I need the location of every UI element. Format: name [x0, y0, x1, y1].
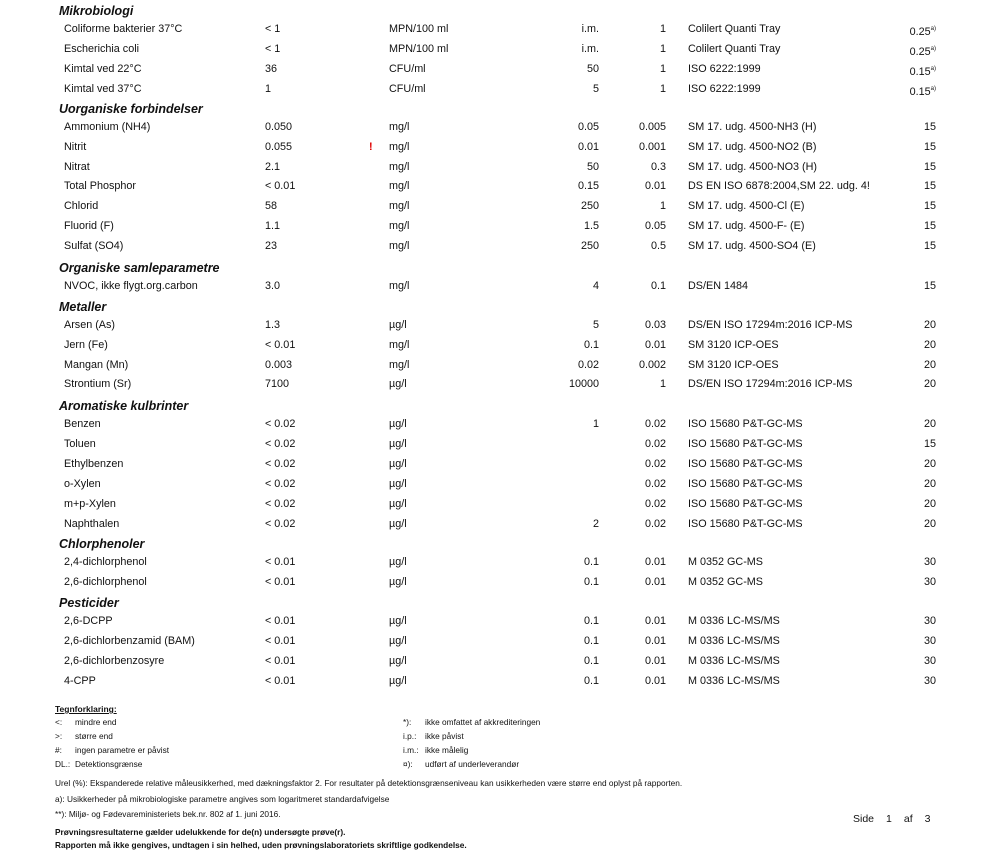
cell-det: 0.001: [638, 141, 666, 153]
cell-result: 2.1: [265, 161, 281, 173]
cell-result: < 1: [265, 23, 281, 35]
table-row: [0, 338, 984, 352]
cell-method: M 0336 LC-MS/MS: [688, 655, 780, 667]
cell-limit: 0.15: [577, 180, 599, 192]
cell-result: < 0.02: [265, 498, 296, 510]
cell-limit: 0.1: [583, 339, 599, 351]
page-number: [853, 813, 930, 825]
cell-det: 0.02: [644, 498, 666, 510]
cell-method: DS/EN 1484: [688, 280, 749, 292]
cell-name: 4-CPP: [64, 675, 96, 687]
cell-name: Escherichia coli: [64, 43, 140, 55]
cell-result: 23: [265, 240, 278, 252]
cell-limit: 0.1: [583, 675, 599, 687]
table-row: [0, 377, 984, 391]
cell-limit: i.m.: [581, 23, 599, 35]
cell-method: M 0336 LC-MS/MS: [688, 615, 780, 627]
cell-name: Jern (Fe): [64, 339, 108, 351]
cell-limit: 5: [592, 83, 599, 95]
table-row: [0, 555, 984, 569]
cell-urel: [910, 82, 936, 99]
cell-det: 0.002: [638, 359, 666, 371]
legend-symbol: i.p.:: [403, 731, 417, 741]
cell-unit: µg/l: [389, 378, 407, 390]
cell-result: < 0.01: [265, 339, 296, 351]
cell-method: ISO 6222:1999: [688, 83, 761, 95]
cell-method: M 0352 GC-MS: [688, 556, 763, 568]
table-row: [0, 634, 984, 648]
cell-unit: µg/l: [389, 635, 407, 647]
cell-result: < 0.01: [265, 576, 296, 588]
legend-symbol: ¤):: [403, 759, 413, 769]
cell-method: SM 17. udg. 4500-SO4 (E): [688, 240, 816, 252]
legend-symbol: i.m.:: [403, 745, 419, 755]
cell-urel-value: 20: [923, 498, 936, 510]
cell-name: o-Xylen: [64, 478, 101, 490]
legend-symbol: *):: [403, 717, 412, 727]
cell-method: M 0336 LC-MS/MS: [688, 675, 780, 687]
cell-method: DS EN ISO 6878:2004,SM 22. udg. 4!: [688, 180, 870, 192]
cell-name: 2,4-dichlorphenol: [64, 556, 147, 568]
cell-det: 0.02: [644, 518, 666, 530]
table-row: [0, 160, 984, 174]
legend-symbol: <:: [55, 717, 63, 727]
cell-det: 1: [659, 378, 666, 390]
cell-unit: MPN/100 ml: [389, 23, 449, 35]
section-title: Organiske samleparametre: [59, 261, 220, 275]
table-row: [0, 219, 984, 233]
cell-det: 0.005: [638, 121, 666, 133]
page-current: 1: [886, 813, 892, 825]
section-title: Aromatiske kulbrinter: [59, 399, 189, 413]
cell-unit: mg/l: [389, 200, 410, 212]
cell-det: 0.02: [644, 438, 666, 450]
cell-urel-value: 15: [923, 141, 936, 153]
cell-unit: mg/l: [389, 339, 410, 351]
cell-det: 0.01: [644, 635, 666, 647]
cell-limit: 0.01: [577, 141, 599, 153]
cell-det: 1: [659, 200, 666, 212]
cell-det: 0.02: [644, 458, 666, 470]
cell-urel-value: 20: [923, 359, 936, 371]
cell-unit: µg/l: [389, 615, 407, 627]
cell-name: Toluen: [64, 438, 96, 450]
cell-result: 58: [265, 200, 278, 212]
cell-method: ISO 15680 P&T-GC-MS: [688, 478, 803, 490]
cell-urel-value: 30: [923, 576, 936, 588]
cell-urel-value: 30: [923, 615, 936, 627]
cell-urel: [910, 62, 936, 79]
legend-text: ikke påvist: [425, 731, 464, 741]
cell-det: 0.01: [644, 655, 666, 667]
cell-urel: [924, 160, 936, 174]
cell-name: Fluorid (F): [64, 220, 114, 232]
cell-name: Coliforme bakterier 37°C: [64, 23, 183, 35]
cell-limit: 2: [592, 518, 599, 530]
table-row: [0, 279, 984, 293]
cell-name: Total Phosphor: [64, 180, 137, 192]
table-row: [0, 517, 984, 531]
cell-urel: [924, 555, 936, 569]
cell-method: SM 17. udg. 4500-NH3 (H): [688, 121, 817, 133]
legend-text: mindre end: [75, 717, 117, 727]
legend-symbol: >:: [55, 731, 63, 741]
legend-note-micro: a): Usikkerheder på mikrobiologiske parametre angives som logaritmeret standardafvigelse: [55, 794, 390, 804]
cell-unit: mg/l: [389, 359, 410, 371]
cell-urel-footnote: a): [930, 26, 936, 32]
legend-note-regulation: **): Miljø- og Fødevareministeriets bek.nr. 802 af 1. juni 2016.: [55, 809, 281, 819]
cell-det: 1: [659, 23, 666, 35]
cell-name: m+p-Xylen: [64, 498, 116, 510]
legend-text: ingen parametre er påvist: [75, 745, 170, 755]
cell-limit: 0.05: [577, 121, 599, 133]
cell-det: 0.3: [650, 161, 666, 173]
legend-text: Detektionsgrænse: [75, 759, 143, 769]
cell-result: < 0.02: [265, 518, 296, 530]
cell-result: < 0.02: [265, 438, 296, 450]
cell-urel-value: 15: [923, 438, 936, 450]
cell-urel-value: 0.15: [909, 86, 931, 98]
cell-limit: 250: [580, 200, 599, 212]
cell-urel: [924, 279, 936, 293]
cell-name: NVOC, ikke flygt.org.carbon: [64, 280, 198, 292]
cell-unit: mg/l: [389, 220, 410, 232]
cell-name: Mangan (Mn): [64, 359, 129, 371]
cell-result: < 0.01: [265, 180, 296, 192]
cell-unit: µg/l: [389, 675, 407, 687]
cell-limit: 5: [592, 319, 599, 331]
cell-result: 0.003: [265, 359, 293, 371]
cell-result: < 0.02: [265, 418, 296, 430]
table-row: [0, 179, 984, 193]
cell-result: < 0.01: [265, 655, 296, 667]
cell-urel: [924, 417, 936, 431]
cell-urel: [924, 358, 936, 372]
section-title: Mikrobiologi: [59, 4, 134, 18]
cell-result: < 0.01: [265, 556, 296, 568]
cell-result: < 0.01: [265, 635, 296, 647]
cell-urel-value: 20: [923, 458, 936, 470]
cell-det: 1: [659, 83, 666, 95]
table-row: [0, 62, 984, 76]
cell-unit: mg/l: [389, 141, 410, 153]
cell-name: Ethylbenzen: [64, 458, 124, 470]
cell-urel-value: 15: [923, 280, 936, 292]
cell-urel: [924, 634, 936, 648]
cell-urel-value: 30: [923, 556, 936, 568]
cell-result: 0.050: [265, 121, 293, 133]
cell-unit: µg/l: [389, 556, 407, 568]
cell-urel-value: 0.15: [909, 66, 931, 78]
cell-method: ISO 15680 P&T-GC-MS: [688, 418, 803, 430]
cell-urel-value: 20: [923, 378, 936, 390]
cell-urel-footnote: a): [930, 66, 936, 72]
cell-limit: 0.1: [583, 655, 599, 667]
table-row: [0, 674, 984, 688]
cell-urel: [924, 318, 936, 332]
cell-urel-value: 15: [923, 161, 936, 173]
cell-det: 0.01: [644, 339, 666, 351]
cell-urel: [924, 497, 936, 511]
cell-unit: MPN/100 ml: [389, 43, 449, 55]
cell-limit: 50: [586, 161, 599, 173]
cell-result: < 0.02: [265, 478, 296, 490]
cell-urel-value: 30: [923, 655, 936, 667]
table-row: [0, 477, 984, 491]
legend-title: Tegnforklaring:: [55, 704, 117, 714]
cell-name: Sulfat (SO4): [64, 240, 124, 252]
cell-name: Nitrat: [64, 161, 90, 173]
cell-result: 1.1: [265, 220, 281, 232]
footer-reproduction: Rapporten må ikke gengives, undtagen i sin helhed, uden prøvningslaboratoriets skriftlige godkendelse.: [55, 840, 467, 850]
cell-method: SM 17. udg. 4500-NO3 (H): [688, 161, 818, 173]
cell-unit: CFU/ml: [389, 83, 426, 95]
cell-det: 0.05: [644, 220, 666, 232]
cell-method: ISO 6222:1999: [688, 63, 761, 75]
cell-urel-value: 30: [923, 635, 936, 647]
cell-limit: 0.1: [583, 615, 599, 627]
cell-result: < 0.01: [265, 615, 296, 627]
cell-method: ISO 15680 P&T-GC-MS: [688, 458, 803, 470]
table-row: [0, 457, 984, 471]
cell-limit: 0.02: [577, 359, 599, 371]
table-row: [0, 318, 984, 332]
cell-urel-value: 0.25: [909, 46, 931, 58]
cell-urel-value: 20: [923, 518, 936, 530]
cell-name: 2,6-dichlorbenzosyre: [64, 655, 165, 667]
cell-urel: [924, 199, 936, 213]
cell-name: Chlorid: [64, 200, 99, 212]
cell-urel-value: 15: [923, 240, 936, 252]
table-row: [0, 575, 984, 589]
cell-urel-footnote: a): [930, 86, 936, 92]
cell-unit: µg/l: [389, 319, 407, 331]
cell-method: M 0336 LC-MS/MS: [688, 635, 780, 647]
cell-name: Kimtal ved 37°C: [64, 83, 142, 95]
table-row: [0, 358, 984, 372]
cell-unit: µg/l: [389, 458, 407, 470]
cell-name: Naphthalen: [64, 518, 120, 530]
section-title: Uorganiske forbindelser: [59, 102, 203, 116]
cell-urel-value: 15: [923, 220, 936, 232]
cell-urel: [924, 140, 936, 154]
cell-urel-value: 20: [923, 478, 936, 490]
section-title: Metaller: [59, 300, 107, 314]
cell-unit: mg/l: [389, 161, 410, 173]
cell-name: Ammonium (NH4): [64, 121, 151, 133]
cell-urel-value: 20: [923, 418, 936, 430]
cell-method: ISO 15680 P&T-GC-MS: [688, 498, 803, 510]
cell-mark: !: [369, 141, 373, 153]
table-row: [0, 497, 984, 511]
section-title: Chlorphenoler: [59, 537, 145, 551]
legend-symbol: #:: [55, 745, 62, 755]
cell-method: M 0352 GC-MS: [688, 576, 763, 588]
cell-unit: mg/l: [389, 280, 410, 292]
cell-urel: [924, 179, 936, 193]
cell-method: SM 3120 ICP-OES: [688, 359, 779, 371]
cell-det: 0.01: [644, 556, 666, 568]
legend-symbol: DL.:: [55, 759, 71, 769]
cell-method: SM 3120 ICP-OES: [688, 339, 779, 351]
cell-det: 0.01: [644, 615, 666, 627]
cell-urel: [924, 477, 936, 491]
cell-result: 1: [265, 83, 272, 95]
cell-method: Colilert Quanti Tray: [688, 43, 781, 55]
cell-unit: µg/l: [389, 518, 407, 530]
cell-result: 7100: [265, 378, 290, 390]
table-row: [0, 654, 984, 668]
cell-unit: µg/l: [389, 478, 407, 490]
cell-urel: [924, 377, 936, 391]
cell-limit: 10000: [568, 378, 599, 390]
cell-urel: [924, 120, 936, 134]
cell-result: < 1: [265, 43, 281, 55]
cell-result: 1.3: [265, 319, 281, 331]
cell-method: ISO 15680 P&T-GC-MS: [688, 518, 803, 530]
cell-det: 0.1: [650, 280, 666, 292]
table-row: [0, 120, 984, 134]
page-of-label: af: [903, 813, 913, 825]
cell-det: 0.5: [650, 240, 666, 252]
cell-det: 0.03: [644, 319, 666, 331]
cell-name: 2,6-dichlorbenzamid (BAM): [64, 635, 195, 647]
legend-text: udført af underleverandør: [425, 759, 520, 769]
cell-method: DS/EN ISO 17294m:2016 ICP-MS: [688, 378, 853, 390]
cell-method: Colilert Quanti Tray: [688, 23, 781, 35]
cell-urel-value: 20: [923, 339, 936, 351]
cell-unit: mg/l: [389, 121, 410, 133]
legend-note-urel: Urel (%): Ekspanderede relative måleusikkerhed, med dækningsfaktor 2. For resultater på detektionsgrænseniveau kan usikkerheden være større end oplyst på rapporten.: [55, 778, 683, 788]
cell-urel: [924, 437, 936, 451]
cell-result: 3.0: [265, 280, 281, 292]
cell-urel: [924, 674, 936, 688]
cell-urel-value: 30: [923, 675, 936, 687]
cell-urel-value: 0.25: [909, 26, 931, 38]
table-row: [0, 22, 984, 36]
cell-urel: [924, 614, 936, 628]
cell-urel: [910, 42, 936, 59]
legend-text: ikke omfattet af akkrediteringen: [425, 717, 541, 727]
cell-method: SM 17. udg. 4500-Cl (E): [688, 200, 805, 212]
cell-limit: 1.5: [583, 220, 599, 232]
cell-urel: [924, 239, 936, 253]
cell-name: Kimtal ved 22°C: [64, 63, 142, 75]
footer-validity: Prøvningsresultaterne gælder udelukkende for de(n) undersøgte prøve(r).: [55, 827, 346, 837]
cell-urel: [924, 517, 936, 531]
cell-limit: 0.1: [583, 556, 599, 568]
cell-result: < 0.02: [265, 458, 296, 470]
cell-urel: [924, 338, 936, 352]
cell-limit: 4: [592, 280, 599, 292]
cell-method: ISO 15680 P&T-GC-MS: [688, 438, 803, 450]
cell-det: 0.01: [644, 675, 666, 687]
section-title: Pesticider: [59, 596, 119, 610]
cell-unit: µg/l: [389, 418, 407, 430]
cell-limit: 0.1: [583, 576, 599, 588]
legend-text: ikke målelig: [425, 745, 469, 755]
cell-unit: mg/l: [389, 240, 410, 252]
cell-urel-value: 15: [923, 200, 936, 212]
table-row: [0, 417, 984, 431]
cell-det: 0.01: [644, 576, 666, 588]
table-row: [0, 42, 984, 56]
cell-urel: [910, 22, 936, 39]
cell-det: 0.02: [644, 418, 666, 430]
cell-name: Benzen: [64, 418, 101, 430]
table-row: [0, 239, 984, 253]
cell-limit: 1: [592, 418, 599, 430]
cell-result: 0.055: [265, 141, 293, 153]
cell-limit: 50: [586, 63, 599, 75]
cell-limit: 0.1: [583, 635, 599, 647]
cell-unit: µg/l: [389, 498, 407, 510]
cell-urel: [924, 457, 936, 471]
page-total: 3: [924, 813, 931, 825]
page-label: Side: [853, 813, 875, 825]
cell-det: 1: [659, 63, 666, 75]
cell-method: SM 17. udg. 4500-NO2 (B): [688, 141, 817, 153]
cell-urel-value: 15: [923, 121, 936, 133]
cell-limit: 250: [580, 240, 599, 252]
cell-urel: [924, 219, 936, 233]
cell-name: Arsen (As): [64, 319, 115, 331]
cell-urel-value: 15: [923, 180, 936, 192]
table-row: [0, 437, 984, 451]
table-row: [0, 614, 984, 628]
cell-det: 0.02: [644, 478, 666, 490]
cell-name: Strontium (Sr): [64, 378, 132, 390]
cell-name: Nitrit: [64, 141, 87, 153]
table-row: [0, 199, 984, 213]
cell-limit: i.m.: [581, 43, 599, 55]
cell-urel-value: 20: [923, 319, 936, 331]
cell-urel: [924, 654, 936, 668]
cell-result: < 0.01: [265, 675, 296, 687]
cell-det: 1: [659, 43, 666, 55]
cell-method: DS/EN ISO 17294m:2016 ICP-MS: [688, 319, 853, 331]
cell-unit: µg/l: [389, 438, 407, 450]
cell-unit: mg/l: [389, 180, 410, 192]
cell-urel: [924, 575, 936, 589]
cell-result: 36: [265, 63, 278, 75]
cell-name: 2,6-dichlorphenol: [64, 576, 147, 588]
table-row: [0, 82, 984, 96]
cell-det: 0.01: [644, 180, 666, 192]
table-row: [0, 140, 984, 154]
cell-method: SM 17. udg. 4500-F- (E): [688, 220, 805, 232]
cell-unit: µg/l: [389, 576, 407, 588]
cell-urel-footnote: a): [930, 46, 936, 52]
cell-unit: µg/l: [389, 655, 407, 667]
cell-unit: CFU/ml: [389, 63, 426, 75]
cell-name: 2,6-DCPP: [64, 615, 113, 627]
legend-text: større end: [75, 731, 113, 741]
